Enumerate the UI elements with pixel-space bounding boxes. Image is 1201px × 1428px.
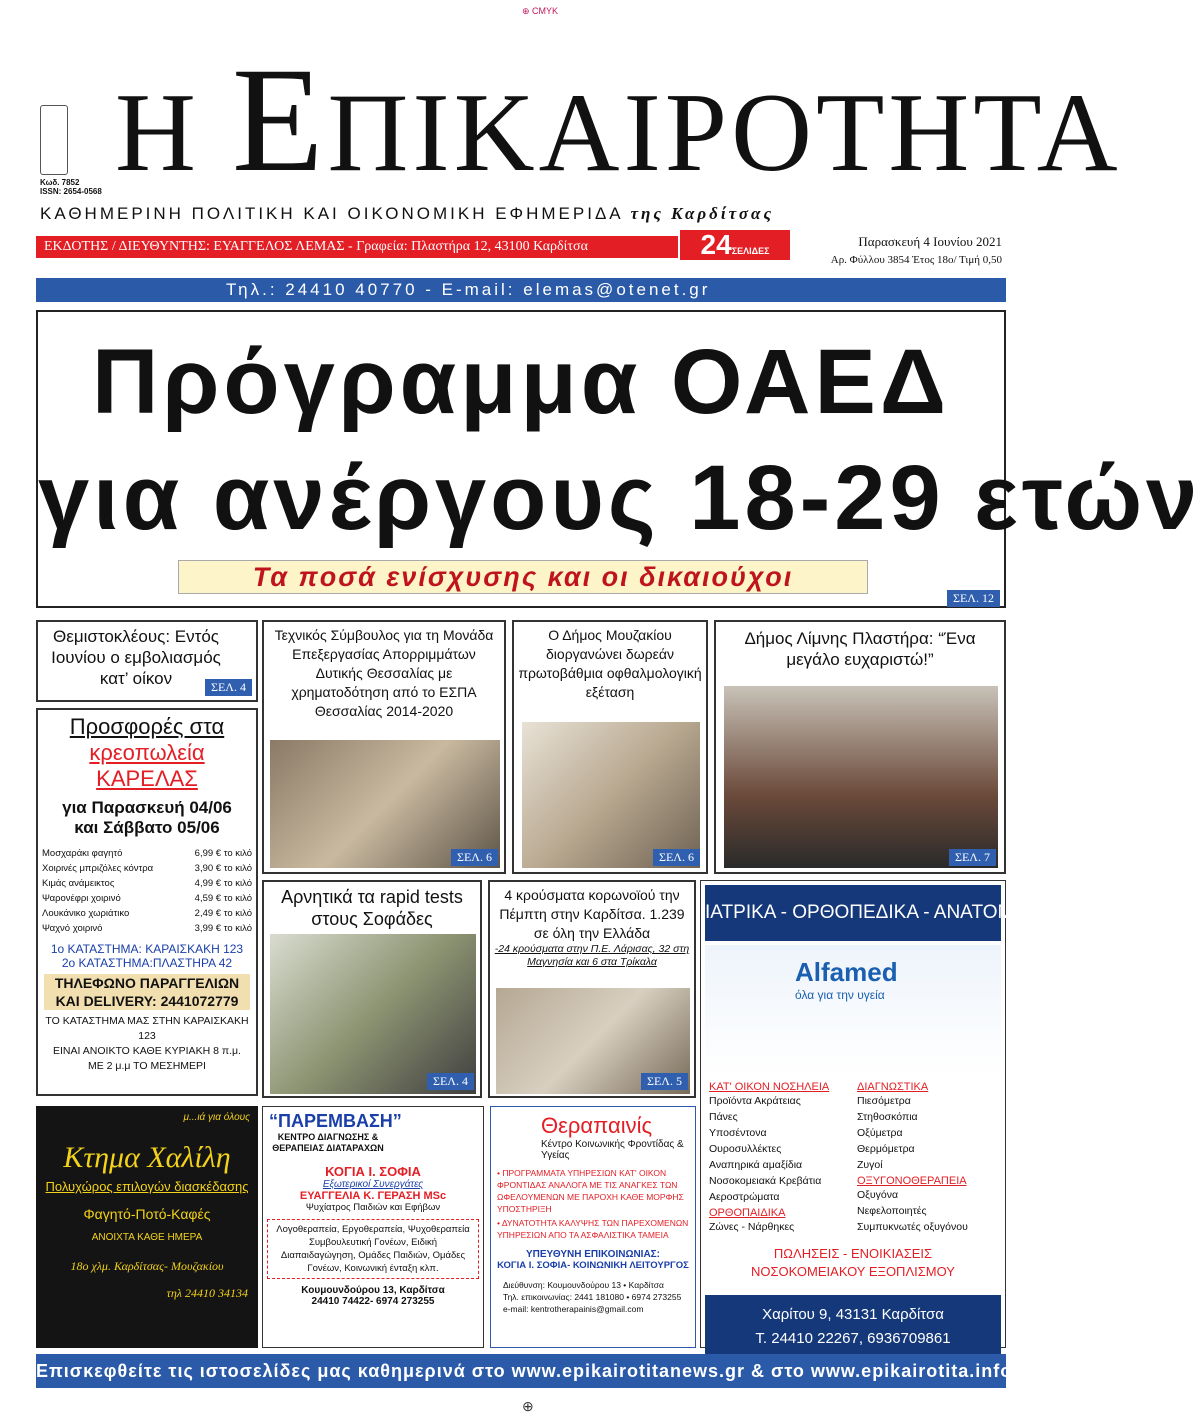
ad-item: Συμπυκνωτές οξυγόνου — [857, 1221, 968, 1233]
price-row: Χοιρινές μπριζόλες κόντρα 3,90 € το κιλό — [42, 863, 252, 874]
price-row: Μοσχαράκι φαγητό 6,99 € το κιλό — [42, 848, 252, 859]
ad-line: μ...ιά για όλους — [183, 1112, 250, 1123]
story-title: Θεμιστοκλέους: Εντός Ιουνίου ο εμβολιασμός κατ’ οίκον — [51, 627, 221, 688]
ad-item: Πάνες — [709, 1111, 738, 1123]
ad-col-left — [709, 1081, 849, 1235]
store-address: 2ο ΚΑΤΑΣΤΗΜΑ:ΠΛΑΣΤΗΡΑ 42 — [61, 956, 233, 970]
issn-block: Κωδ. 7852 ISSN: 2654-0568 — [40, 178, 102, 196]
price-row: Ψαρονέφρι χοιρινό 4,59 € το κιλό — [42, 893, 252, 904]
ad-item: Ζυγοί — [857, 1159, 883, 1171]
story-rapid-tests[interactable] — [262, 880, 482, 1098]
brand-slogan: όλα για την υγεία — [795, 988, 885, 1002]
ad-heading: ΟΞΥΓΟΝΟΘΕΡΑΠΕΙΑ — [857, 1175, 967, 1187]
headline-line1: Πρόγραμμα ΟΑΕΔ — [92, 331, 950, 433]
ad-services: Λογοθεραπεία, Εργοθεραπεία, Ψυχοθεραπεία Συμβουλευτική Γονέων, Ειδική Διαπαιδαγώγηση, Ομάδες Παιδιών, Ομάδες Γονέων, Κοινωνική ένταξη κλπ. — [267, 1219, 479, 1279]
ad-line: Πολυχώρος επιλογών διασκέδασης — [45, 1179, 249, 1194]
issue-number: Αρ. Φύλλου 3854 Έτος 18ο/ Τιμή 0,50 — [830, 254, 1002, 266]
ad-item: Αεροστρώματα — [709, 1191, 780, 1203]
registration-mark-top: ⊕ CMYK — [522, 6, 559, 16]
ad-item: Υποσέντονα — [709, 1127, 767, 1139]
ad-line: και Σάββατο 05/06 — [74, 818, 220, 837]
ad-heading: ΟΡΘΟΠΑΙΔΙΚΑ — [709, 1207, 786, 1219]
story-title: Ο Δήμος Μουζακίου διοργανώνει δωρεάν πρωτοβάθμια οφθαλμολογική εξέταση — [518, 627, 702, 700]
headline-subtitle: Τα ποσά ενίσχυσης και οι δικαιούχοι — [178, 560, 868, 594]
story-title: Τεχνικός Σύμβουλος για τη Μονάδα Επεξεργασίας Απορριμμάτων Δυτικής Θεσσαλίας με χρηματοδότηση από το ΕΣΠΑ Θεσσαλίας 2014-2020 — [274, 627, 494, 719]
ad-item: Προϊόντα Ακράτειας — [709, 1095, 801, 1107]
ad-line: Προσφορές στα — [69, 714, 225, 739]
main-headline-box — [36, 310, 1201, 608]
ad-banner — [705, 945, 1001, 1075]
page-ref: ΣΕΛ. 12 — [947, 590, 1000, 607]
story-photo — [522, 722, 700, 868]
ad-item: Αναπηρικά αμαξίδια — [709, 1159, 803, 1171]
masthead-title: Η ΕΠΙΚΑΙΡΟΤΗΤΑ — [115, 37, 1122, 203]
issue-date: Παρασκευή 4 Ιουνίου 2021 — [858, 234, 1002, 249]
ad-line: για Παρασκευή 04/06 — [62, 798, 232, 817]
story-vaccination[interactable] — [36, 620, 258, 702]
story-eye-exam[interactable] — [512, 620, 708, 874]
page-ref: ΣΕΛ. 4 — [427, 1073, 474, 1090]
ad-heading: ΔΙΑΓΝΩΣΤΙΚΑ — [857, 1081, 929, 1093]
story-title: Αρνητικά τα rapid tests στους Σοφάδες — [281, 887, 463, 929]
story-title: 4 κρούσματα κορωνοϊού την Πέμπτη στην Καρδίτσα. 1.239 σε όλη την Ελλάδα — [499, 887, 685, 941]
story-plastiras[interactable] — [714, 620, 1006, 874]
price-row: Λουκάνικο χωριάτικο 2,49 € το κιλό — [42, 908, 252, 919]
phone-block: ΤΗΛΕΦΩΝΟ ΠΑΡΑΓΓΕΛΙΩΝ ΚΑΙ DELIVERY: 2441072779 — [44, 974, 250, 1010]
ad-line: ΚΟΓΙΑ Ι. ΣΟΦΙΑ- ΚΟΙΝΩΝΙΚΗ ΛΕΙΤΟΥΡΓΟΣ — [497, 1260, 689, 1271]
ad-bullet: • ΠΡΟΓΡΑΜΜΑΤΑ ΥΠΗΡΕΣΙΩΝ ΚΑΤ' ΟΙΚΟΝ ΦΡΟΝΤΙΔΑΣ ΑΝΑΛΟΓΑ ΜΕ ΤΙΣ ΑΝΑΓΚΕΣ ΤΩΝ ΩΦΕΛΟΥΜΕΝΩΝ ΜΕ ΠΑΡΟΧΗ ΚΑΘΕ ΜΟΡΦΗΣ ΥΠΟΣΤΗΡΙΞΗ — [497, 1168, 684, 1214]
ad-contact: Χαρίτου 9, 43131 Καρδίτσα Τ. 24410 22267, 6936709861 — [705, 1295, 1001, 1359]
ad-name: ΚΟΓΙΑ Ι. ΣΟΦΙΑ — [325, 1164, 421, 1179]
ad-address: Κουμουνδούρου 13, Καρδίτσα — [301, 1285, 445, 1296]
ad-line: Ψυχίατρος Παιδιών και Εφήβων — [305, 1202, 441, 1213]
story-title: Δήμος Λίμνης Πλαστήρα: “Ένα μεγάλο ευχαριστώ!” — [744, 629, 976, 669]
publisher-bar: ΕΚΔΟΤΗΣ / ΔΙΕΥΘΥΝΤΗΣ: ΕΥΑΓΓΕΛΟΣ ΛΕΜΑΣ - Γραφεία: Πλαστήρα 12, 43100 Καρδίτσα — [36, 236, 788, 258]
brand-name: Alfamed — [795, 957, 898, 987]
ad-paremvasi[interactable] — [262, 1106, 484, 1348]
price-row: Κιμάς ανάμεικτος 4,99 € το κιλό — [42, 878, 252, 889]
ad-subtitle: Κέντρο Κοινωνικής Φροντίδας & Υγείας — [541, 1139, 684, 1161]
page-ref: ΣΕΛ. 7 — [949, 849, 996, 866]
ad-contact: Διεύθυνση: Κουμουνδούρου 13 • Καρδίτσα Τηλ. επικοινωνίας: 2441 181080 • 6974 273255 e-mail: kentrotherapainis@gmail.com — [503, 1280, 682, 1314]
ad-bullet: • ΔΥΝΑΤΟΤΗΤΑ ΚΑΛΥΨΗΣ ΤΩΝ ΠΑΡΕΧΟΜΕΝΩΝ ΥΠΗΡΕΣΙΩΝ ΑΠΟ ΤΑ ΑΣΦΑΛΙΣΤΙΚΑ ΤΑΜΕΙΑ — [497, 1218, 689, 1240]
ad-item: Στηθοσκόπια — [857, 1111, 918, 1123]
ad-ktima-chalili[interactable] — [36, 1106, 258, 1348]
ad-col-right — [857, 1081, 997, 1235]
story-detail: -24 κρούσματα στην Π.Ε. Λάρισας, 32 στη Μαγνησία και 6 στα Τρίκαλα — [494, 943, 690, 968]
ad-item: Οξύμετρα — [857, 1127, 903, 1139]
ad-item: Θερμόμετρα — [857, 1143, 915, 1155]
page-ref: ΣΕΛ. 6 — [653, 849, 700, 866]
ad-line: Εξωτερικοί Συνεργάτες — [322, 1179, 424, 1190]
store-address: 1ο ΚΑΤΑΣΤΗΜΑ: ΚΑΡΑΙΣΚΑΚΗ 123 — [50, 942, 244, 956]
opening-note: ΤΟ ΚΑΤΑΣΤΗΜΑ ΜΑΣ ΣΤΗΝ ΚΑΡΑΙΣΚΑΚΗ 123 ΕΙΝΑΙ ΑΝΟΙΚΤΟ ΚΑΘΕ ΚΥΡΙΑΚΗ 8 π.μ. ΜΕ 2 μ.μ ΤΟ ΜΕΣΗΜΕΡΙ — [45, 1015, 249, 1072]
ad-title: “ΠΑΡΕΜΒΑΣΗ” — [269, 1111, 402, 1131]
ad-columns — [701, 1075, 1005, 1235]
price-list — [38, 846, 256, 936]
masthead-tagline: ΚΑΘΗΜΕΡΙΝΗ ΠΟΛΙΤΙΚΗ ΚΑΙ ΟΙΚΟΝΟΜΙΚΗ ΕΦΗΜΕΡΙΔΑ της Καρδίτσας — [40, 204, 775, 223]
emblem-logo — [40, 105, 68, 175]
story-waste-unit[interactable] — [262, 620, 506, 874]
ad-alfamed[interactable] — [700, 880, 1044, 1348]
ad-title: ΙΑΤΡΙΚΑ - ΟΡΘΟΠΕΔΙΚΑ - ΑΝΑΤΟΜΙΚΑ — [705, 885, 1001, 941]
ad-line: τηλ 24410 34134 — [166, 1286, 248, 1300]
ad-line: κρεοπωλεία ΚΑΡΕΛΑΣ — [89, 740, 205, 791]
ad-therapainis[interactable] — [490, 1106, 696, 1348]
ad-subtitle: ΚΕΝΤΡΟ ΔΙΑΓΝΩΣΗΣ & ΘΕΡΑΠΕΙΑΣ ΔΙΑΤΑΡΑΧΩΝ — [272, 1132, 384, 1153]
ad-item: Οξυγόνα — [857, 1189, 899, 1201]
footer-websites-banner[interactable]: Επισκεφθείτε τις ιστοσελίδες μας καθημερινά στο www.epikairotitanews.gr & στο www.epikairotita.info — [36, 1354, 1006, 1388]
ad-line: ΑΝΟΙΧΤΑ ΚΑΘΕ ΗΜΕΡΑ — [91, 1232, 203, 1243]
ad-item: Πιεσόμετρα — [857, 1095, 911, 1107]
page-count-badge: 24ΣΕΛΙΔΕΣ — [678, 228, 792, 262]
ad-title: Θεραπαινίς — [541, 1113, 653, 1138]
story-covid[interactable] — [488, 880, 696, 1098]
page-ref: ΣΕΛ. 5 — [641, 1073, 688, 1090]
page-ref: ΣΕΛ. 6 — [451, 849, 498, 866]
ad-item: Ουροσυλλέκτες — [709, 1143, 782, 1155]
contact-bar: Τηλ.: 24410 40770 - E-mail: elemas@otenet.gr — [36, 278, 1006, 302]
ad-sales: ΠΩΛΗΣΕΙΣ - ΕΝΟΙΚΙΑΣΕΙΣ ΝΟΣΟΚΟΜΕΙΑΚΟΥ ΕΞΟΠΛΙΣΜΟΥ — [751, 1246, 955, 1279]
ad-item: Νεφελοποιητές — [857, 1205, 927, 1217]
story-photo — [270, 934, 476, 1094]
ad-heading: ΚΑΤ' ΟΙΚΟΝ ΝΟΣΗΛΕΙΑ — [709, 1081, 830, 1093]
ad-line: 18ο χλμ. Καρδίτσας- Μουζακίου — [70, 1259, 224, 1273]
story-photo — [724, 686, 998, 868]
ad-line: ΥΠΕΥΘΥΝΗ ΕΠΙΚΟΙΝΩΝΙΑΣ: — [525, 1249, 661, 1260]
ad-item: Νοσοκομειακά Κρεβάτια — [709, 1175, 822, 1187]
ad-brand: Κτημα Χαλίλη — [63, 1141, 231, 1174]
page-ref: ΣΕΛ. 4 — [205, 679, 252, 696]
headline-line2: για ανέργους 18-29 ετών — [38, 447, 1201, 549]
ad-line: Φαγητό-Ποτό-Καφές — [83, 1206, 211, 1222]
ad-phone: 24410 74422- 6974 273255 — [311, 1296, 435, 1307]
ad-karelas[interactable] — [36, 708, 258, 1096]
ad-item: Ζώνες - Νάρθηκες — [709, 1221, 795, 1233]
price-row: Ψαχνό χοιρινό 3,99 € το κιλό — [42, 923, 252, 934]
ad-name: ΕΥΑΓΓΕΛΙΑ Κ. ΓΕΡΑΣΗ MSc — [299, 1190, 447, 1202]
registration-mark-bottom: ⊕ — [522, 1398, 534, 1414]
